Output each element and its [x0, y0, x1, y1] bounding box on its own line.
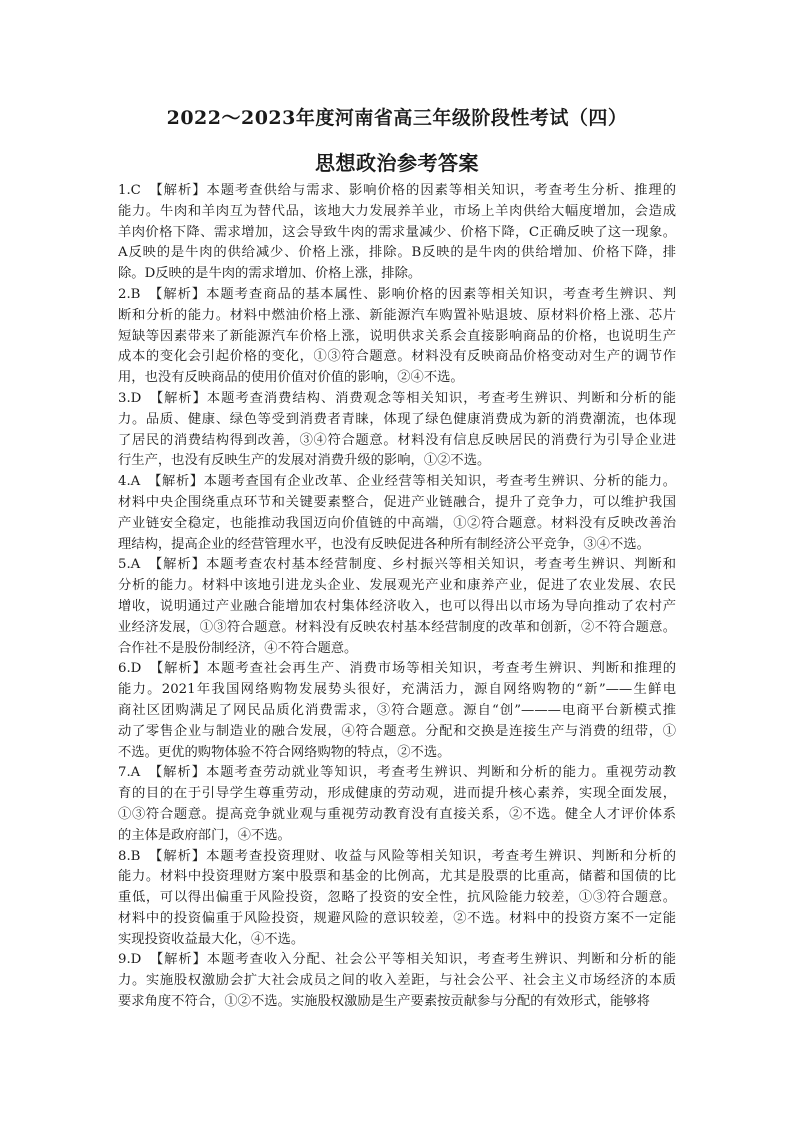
- answer-line: 材料中的投资偏重于风险投资，规避风险的意识较差，②不选。材料中的投资方案不一定能: [118, 910, 676, 926]
- answer-line: 育的目的在于引导学生尊重劳动，形成健康的劳动观，进而提升核心素养，实现全面发展，: [118, 786, 676, 802]
- answer-list: [118, 181, 676, 1013]
- answer-line: 合作社不是股份制经济，④不符合题意。: [118, 640, 358, 656]
- answer-item: [118, 472, 676, 555]
- answer-line: 产业链安全稳定，也能推动我国迈向价值链的中高端，①②符合题意。材料没有反映改善治: [118, 515, 676, 531]
- answer-line: 力。品质、健康、绿色等受到消费者青睐，体现了绿色健康消费成为新的消费潮流，也体现: [118, 411, 676, 427]
- answer-line: 材料中央企围绕重点环节和关键要素整合，促进产业链融合，提升了竞争力，可以维护我国: [118, 494, 676, 510]
- answer-line: 不选。更优的购物体验不符合网络购物的特点，②不选。: [118, 744, 451, 760]
- answer-line: 重低，可以得出偏重于风险投资，忽略了投资的安全性，抗风险能力较差，①③符合题意。: [118, 890, 676, 906]
- answer-line: 商社区团购满足了网民品质化消费需求，③符合题意。源自“创”———电商平台新模式推: [118, 702, 676, 718]
- answer-line: 动了零售企业与制造业的融合发展，④符合题意。分配和交换是连接生产与消费的纽带，①: [118, 723, 676, 739]
- answer-line: 能力。牛肉和羊肉互为替代品，该地大力发展养羊业，市场上羊肉供给大幅度增加，会造成: [118, 203, 676, 219]
- answer-line: 力。实施股权激励会扩大社会成员之间的收入差距，与社会公平、社会主义市场经济的本质: [118, 973, 676, 989]
- answer-line: 的主体是政府部门，④不选。: [118, 827, 291, 843]
- answer-item: [118, 659, 676, 763]
- answer-line: 业经济发展，①③符合题意。材料没有反映农村基本经营制度的改革和创新，②不符合题意。: [118, 619, 676, 635]
- answer-line: 2.B 【解析】本题考查商品的基本属性、影响价格的因素等相关知识，考查考生辨识、判: [118, 286, 676, 302]
- answer-line: 8.B 【解析】本题考查投资理财、收益与风险等相关知识，考查考生辨识、判断和分析的: [118, 848, 676, 864]
- answer-item: [118, 950, 676, 1012]
- answer-line: 6.D 【解析】本题考查社会再生产、消费市场等相关知识，考查考生辨识、判断和推理的: [118, 661, 676, 677]
- answer-line: 除。D反映的是牛肉的需求增加、价格上涨，排除。: [118, 266, 422, 282]
- answer-line: 增收，说明通过产业融合能增加农村集体经济收入，也可以得出以市场为导向推动了农村产: [118, 598, 676, 614]
- answer-line: 9.D 【解析】本题考查收入分配、社会公平等相关知识，考查考生辨识、判断和分析的能: [118, 952, 676, 968]
- document-subtitle: 思想政治参考答案: [315, 151, 479, 175]
- answer-line: 4.A 【解析】本题考查国有企业改革、企业经营等相关知识，考查考生辨识、分析的能力。: [118, 474, 676, 490]
- answer-item: [118, 763, 676, 846]
- answer-line: 短缺等因素带来了新能源汽车价格上涨，说明供求关系会直接影响商品的价格，也说明生产: [118, 328, 676, 344]
- answer-line: 成本的变化会引起价格的变化，①③符合题意。材料没有反映商品价格变动对生产的调节作: [118, 349, 676, 365]
- answer-line: 能力。2021年我国网络购物发展势头很好，充满活力，源自网络购物的“新”——生鲜电: [118, 682, 676, 698]
- answer-line: 分析的能力。材料中该地引进龙头企业、发展观光产业和康养产业，促进了农业发展、农民: [118, 578, 676, 594]
- answer-line: 要求角度不符合，①②不选。实施股权激励是生产要素按贡献参与分配的有效形式，能够将: [118, 994, 650, 1010]
- document-title: 2022～2023年度河南省高三年级阶段性考试（四）: [166, 107, 628, 129]
- answer-line: A反映的是牛肉的供给减少、价格上涨，排除。B反映的是牛肉的供给增加、价格下降，排: [118, 245, 676, 261]
- answer-line: 理结构，提高企业的经营管理水平，也没有反映促进各种所有制经济公平竞争，③④不选。: [118, 536, 650, 552]
- answer-item: [118, 555, 676, 659]
- answer-line: 行生产，也没有反映生产的发展对消费升级的影响，①②不选。: [118, 453, 491, 469]
- answer-line: 用，也没有反映商品的使用价值对价值的影响，②④不选。: [118, 370, 464, 386]
- answer-line: 能力。材料中投资理财方案中股票和基金的比例高，尤其是股票的比重高，储蓄和国债的比: [118, 869, 676, 885]
- answer-item: [118, 389, 676, 472]
- answer-item: [118, 847, 676, 951]
- answer-line: 7.A 【解析】本题考查劳动就业等知识，考查考生辨识、判断和分析的能力。重视劳动教: [118, 765, 676, 781]
- answer-line: 实现投资收益最大化，④不选。: [118, 931, 305, 947]
- answer-item: [118, 181, 676, 285]
- answer-line: ①③符合题意。提高竞争就业观与重视劳动教育没有直接关系，②不选。健全人才评价体系: [118, 806, 676, 822]
- answer-line: 3.D 【解析】本题考查消费结构、消费观念等相关知识，考查考生辨识、判断和分析的能: [118, 390, 676, 406]
- answer-line: 羊肉价格下降、需求增加，这会导致牛肉的需求量减少、价格下降，C正确反映了这一现象。: [118, 224, 676, 240]
- answer-line: 5.A 【解析】本题考查农村基本经营制度、乡村振兴等相关知识，考查考生辨识、判断和: [118, 557, 676, 573]
- answer-line: 断和分析的能力。材料中燃油价格上涨、新能源汽车购置补贴退坡、原材料价格上涨、芯片: [118, 307, 676, 323]
- answer-line: 了居民的消费结构得到改善，③④符合题意。材料没有信息反映居民的消费行为引导企业进: [118, 432, 676, 448]
- answer-item: [118, 285, 676, 389]
- answer-line: 1.C 【解析】本题考查供给与需求、影响价格的因素等相关知识，考查考生分析、推理的: [118, 183, 676, 198]
